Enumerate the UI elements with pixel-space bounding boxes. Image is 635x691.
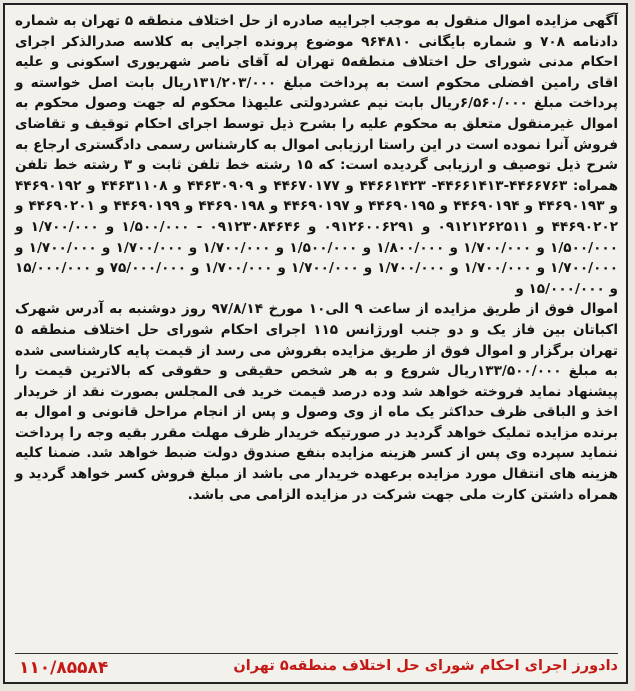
issuer-signature: دادورز اجرای احکام شورای حل اختلاف منطقه۵ تهران bbox=[233, 658, 618, 674]
auction-notice-clipping bbox=[3, 3, 628, 684]
notice-footer bbox=[15, 658, 618, 680]
reference-number: ۱۱۰/۸۵۵۸۴ bbox=[19, 658, 109, 678]
notice-body bbox=[15, 11, 618, 505]
notice-paragraph-auction-terms: اموال فوق از طریق مزایده از ساعت ۹ الی۱۰ مورخ ۹۷/۸/۱۴ روز دوشنبه به آدرس شهرک اکباتان بین فاز یک و دو جنب اورژانس ۱۱۵ اجرای احکام شورای حل اختلاف منطقه ۵ تهران برگزار و اموال فوق از طریق مزایده بفروش می رسد از قیمت پایه کارشناسی شده به مبلغ ۱۳۳/۵۰۰/۰۰۰ریال شروع و به هر شخص حقیقی و حقوقی که بالاترین قیمت را پیشنهاد نماید فروخته خواهد شد وده درصد قیمت خرید فی المجلس بصورت نقد از خریدار اخذ و الباقی ظرف حداکثر یک ماه از وی وصول و پس از انجام مراحل قانونی و اموال به برنده مزایده تملیک خواهد گردید در صورتیکه خریدار ظرف مهلت مقرر بقیه وجه را پرداخت ننماید سپرده وی پس از کسر هزینه مزایده بنفع صندوق دولت ضبط خواهد شد. ضمنا کلیه هزینه های انتقال مورد مزایده برعهده خریدار می باشد از مبلغ فروش کسر خواهد گردید و همراه داشتن کارت ملی جهت شرکت در مزایده الزامی می باشد. bbox=[15, 301, 619, 503]
divider-line bbox=[15, 653, 618, 654]
notice-paragraph-property-details: آگهی مزایده اموال منقول به موجب اجراییه صادره از حل اختلاف منطقه ۵ تهران به شماره دادنامه ۷۰۸ و شماره بایگانی ۹۶۴۸۱۰ موضوع پرونده اجرایی به کلاسه صدرالذکر اجرای احکام مدنی شورای حل اختلاف منطقه۵ تهران له آقای ناصر شهریوری اسکونی و علیه اقای رامین افضلی محکوم است به پرداخت مبلغ ۱۳۱/۲۰۳/۰۰۰ریال بابت اصل خواسته و پرداخت مبلغ ۶/۵۶۰/۰۰۰ریال بابت نیم عشردولتی علیهذا محکوم له جهت وصول محکوم به اموال غیرمنقول متعلق به محکوم علیه را بشرح ذیل توسط اجرای احکام توقیف و تقاضای فروش آنرا نموده است در این راستا ارزیابی اموال به کارشناس رسمی دادگستری ارجاع به شرح ذیل توصیف و ارزیابی گردیده است: که ۱۵ رشته خط تلفن ثابت و ۳ رشته خط تلفن همراه: ۴۴۶۶۷۶۳-۴۴۶۶۱۴۱۳- ۴۴۶۶۱۴۲۳ و ۴۴۶۷۰۱۷۷ و ۴۴۶۳۰۹۰۹ و ۴۴۶۳۱۱۰۸ و ۴۴۶۹۰۱۹۲ و ۴۴۶۹۰۱۹۳ و ۴۴۶۹۰۱۹۴ و ۴۴۶۹۰۱۹۵ و ۴۴۶۹۰۱۹۷ و ۴۴۶۹۰۱۹۸ و ۴۴۶۹۰۱۹۹ و ۴۴۶۹۰۲۰۱ و ۴۴۶۹۰۲۰۲ و ۰۹۱۲۱۲۶۲۵۱۱ و ۰۹۱۲۶۰۰۶۲۹۱ و ۰۹۱۲۳۰۸۴۶۴۶ - ۱/۵۰۰/۰۰۰ و ۱/۷۰۰/۰۰۰ و ۱/۵۰۰/۰۰۰ و ۱/۷۰۰/۰۰۰ و ۱/۸۰۰/۰۰۰ و ۱/۵۰۰/۰۰۰ و ۱/۷۰۰/۰۰۰ و ۱/۷۰۰/۰۰۰ و ۱/۷۰۰/۰۰۰ و ۱/۷۰۰/۰۰۰ و ۱/۷۰۰/۰۰۰ و ۱/۷۰۰/۰۰۰ و ۱/۷۰۰/۰۰۰ و ۱/۷۰۰/۰۰۰ و ۷۵/۰۰۰/۰۰۰ و ۱۵/۰۰۰/۰۰۰ و ۱۵/۰۰۰/۰۰۰ و bbox=[15, 13, 619, 297]
